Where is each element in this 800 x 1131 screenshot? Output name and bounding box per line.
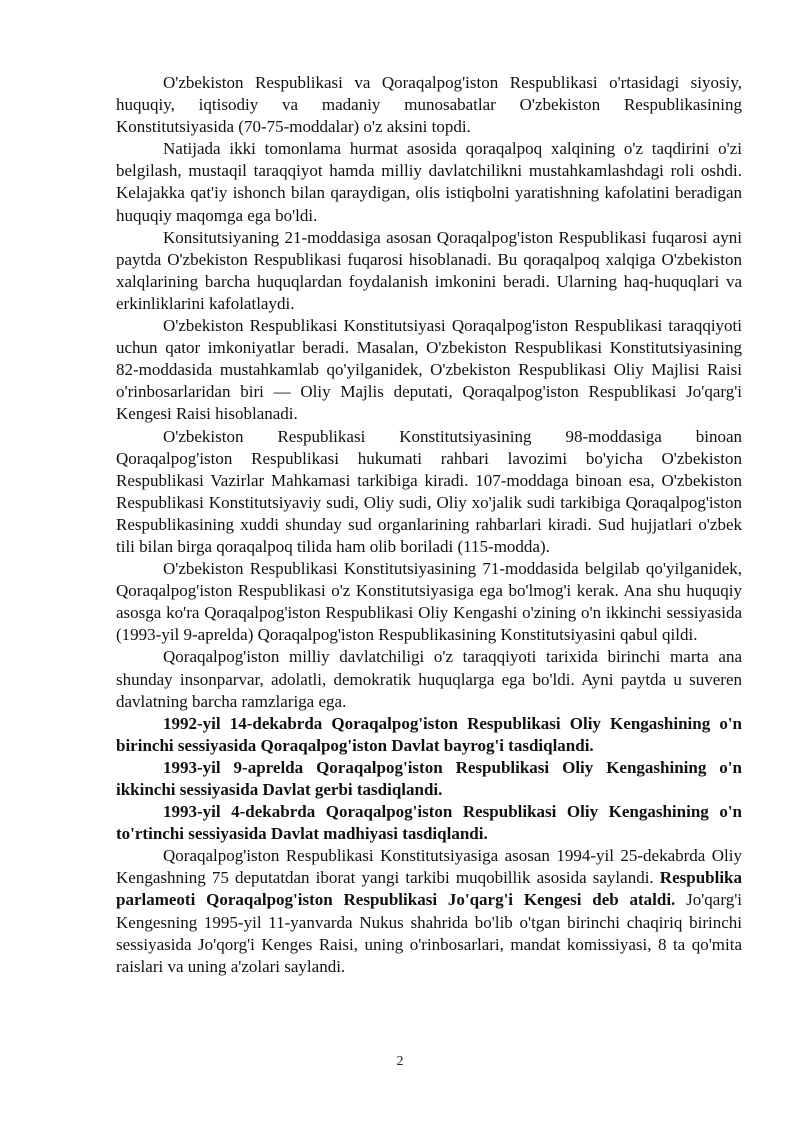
page-number: 2 xyxy=(396,1054,404,1069)
paragraph-text-before: Qoraqalpog'iston Respublikasi Konstitutsiyasiga asosan 1994-yil 25-dekabrda Oliy Kengashning 75 deputatdan iborat yangi tarkibi muqobillik asosida saylandi. xyxy=(116,846,742,888)
paragraph: O'zbekiston Respublikasi Konstitutsiyasining 98-moddasiga binoan Qoraqalpog'iston Respublikasi hukumati rahbari lavozimi bo'yicha O'zbekiston Respublikasi Vazirlar Mahkamasi tarkibiga kiradi. 107-moddaga binoan esa, O'zbekiston Respublikasi Konstitutsiyaviy sudi, Oliy sudi, Oliy xo'jalik sudi tarkibiga Qoraqalpog'iston Respublikasining xuddi shunday sud organlarining rahbarlari kiradi. Sud hujjatlari o'zbek tili bilan birga qoraqalpoq tilida ham olib boriladi (115-modda). xyxy=(116,426,742,556)
document-page xyxy=(116,72,742,978)
bold-paragraph-coat-of-arms-adoption: 1993-yil 9-aprelda Qoraqalpog'iston Respublikasi Oliy Kengashining o'n ikkinchi sessiyasida Davlat gerbi tasdiqlandi. xyxy=(116,757,742,799)
paragraph: O'zbekiston Respublikasi Konstitutsiyasining 71-moddasida belgilab qo'yilganidek, Qoraqalpog'iston Respublikasi o'z Konstitutsiyasiga ega bo'lmog'i kerak. Ana shu huquqiy asosga ko'ra Qoraqalpog'iston Respublikasi Oliy Kengashi o'zining o'n ikkinchi sessiyasida (1993-yil 9-aprelda) Qoraqalpog'iston Respublikasining Konstitutsiyasini qabul qildi. xyxy=(116,559,742,645)
bold-paragraph-anthem-adoption: 1993-yil 4-dekabrda Qoraqalpog'iston Respublikasi Oliy Kengashining o'n to'rtinchi sessiyasida Davlat madhiyasi tasdiqlandi. xyxy=(116,802,742,844)
paragraph: Qoraqalpog'iston milliy davlatchiligi o'z taraqqiyoti tarixida birinchi marta ana shunday insonparvar, adolatli, demokratik huquqlarga ega bo'ldi. Ayni paytda u suveren davlatning barcha ramzlariga ega. xyxy=(116,647,742,711)
paragraph: O'zbekiston Respublikasi Konstitutsiyasi Qoraqalpog'iston Respublikasi taraqqiyoti uchun qator imkoniyatlar beradi. Masalan, O'zbekiston Respublikasi Konstitutsiyasining 82-moddasida mustahkamlab qo'yilganidek, O'zbekiston Respublikasi Oliy Majlisi Raisi o'rinbosarlaridan biri — Oliy Majlis deputati, Qoraqalpog'iston Respublikasi Jo'qarg'i Kengesi Raisi hisoblanadi. xyxy=(116,316,742,424)
paragraph-mixed xyxy=(116,845,742,978)
paragraph: Konsitutsiyaning 21-moddasiga asosan Qoraqalpog'iston Respublikasi fuqarosi ayni paytda O'zbekiston Respublikasi fuqarosi hisoblanadi. Bu qoraqalpoq xalqiga O'zbekiston xalqlarining barcha huquqlardan foydalanish imkonini beradi. Ularning haq-huquqlari va erkinliklarini kafolatlaydi. xyxy=(116,227,742,313)
paragraph-text-after: Jo'qarg'i Kengesning 1995-yil 11-yanvarda Nukus shahrida bo'lib o'tgan birinchi chaqiriq birinchi sessiyasida Jo'qorg'i Kenges Raisi, uning o'rinbosarlari, mandat komissiyasi, 8 ta qo'mita raislari va uning a'zolari saylandi. xyxy=(116,890,742,976)
paragraph: Natijada ikki tomonlama hurmat asosida qoraqalpoq xalqining o'z taqdirini o'zi belgilash, mustaqil taraqqiyot hamda milliy davlatchilikni mustahkamlashdagi roli oshdi. Kelajakka qat'iy ishonch bilan qaraydigan, olis istiqbolni yaratishning kafolatini beradigan huquqiy maqomga ega bo'ldi. xyxy=(116,139,742,225)
paragraph-bold-emphasis: Respublika parlameoti Qoraqalpog'iston Respublikasi Jo'qarg'i Kengesi deb ataldi. xyxy=(116,868,742,910)
bold-paragraph-flag-adoption: 1992-yil 14-dekabrda Qoraqalpog'iston Respublikasi Oliy Kengashining o'n birinchi sessiyasida Qoraqalpog'iston Davlat bayrog'i tasdiqlandi. xyxy=(116,713,742,755)
paragraph: O'zbekiston Respublikasi va Qoraqalpog'iston Respublikasi o'rtasidagi siyosiy, huquqiy, iqtisodiy va madaniy munosabatlar O'zbekiston Respublikasining Konstitutsiyasida (70-75-moddalar) o'z aksini topdi. xyxy=(116,73,742,137)
